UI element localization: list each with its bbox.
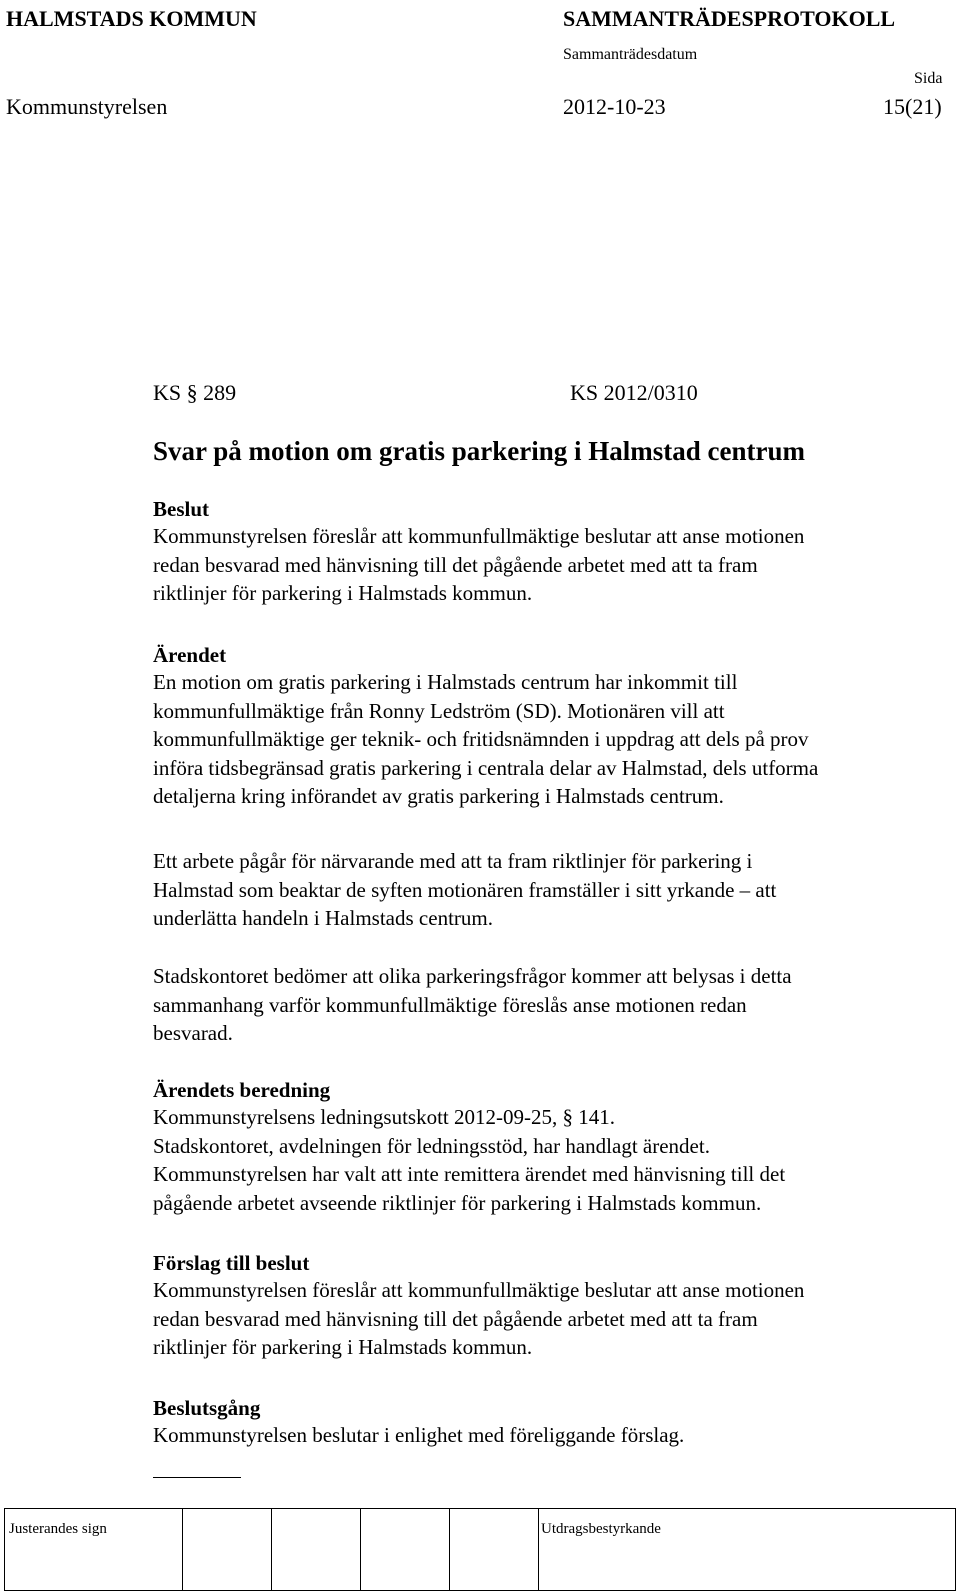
protocol-type: SAMMANTRÄDESPROTOKOLL (563, 6, 896, 31)
text-line: kommunfullmäktige ger teknik- och fritidsnämnden i uppdrag att dels på prov (153, 727, 809, 751)
committee-name: Kommunstyrelsen (6, 94, 168, 119)
arendet-heading: Ärendet (153, 643, 227, 667)
text-line: sammanhang varför kommunfullmäktige föreslås anse motionen redan (153, 992, 747, 1017)
beredning-section (153, 1078, 953, 1217)
text-line: Kommunstyrelsen föreslår att kommunfullmäktige beslutar att anse motionen (153, 524, 805, 548)
text-line: Ett arbete pågår för närvarande med att ta fram riktlinjer för parkering i (153, 849, 753, 873)
page-number: 15(21) (883, 94, 942, 119)
text-line: redan besvarad med hänvisning till det pågående arbetet med att ta fram (153, 1306, 758, 1331)
forslag-heading: Förslag till beslut (153, 1251, 310, 1275)
text-line: En motion om gratis parkering i Halmstads centrum har inkommit till (153, 670, 738, 694)
beredning-heading: Ärendets beredning (153, 1078, 331, 1102)
text-line: införa tidsbegränsad gratis parkering i centrala delar av Halmstad, dels utforma (153, 755, 819, 780)
text-line: redan besvarad med hänvisning till det pågående arbetet med att ta fram (153, 552, 758, 577)
utdragsbestyrkande-cell (539, 1509, 957, 1590)
text-line: Stadskontoret bedömer att olika parkeringsfrågor kommer att belysas i detta (153, 964, 792, 988)
case-title: Svar på motion om gratis parkering i Halmstad centrum (153, 436, 805, 466)
arendet-section (153, 643, 953, 811)
sign-cell (272, 1509, 361, 1590)
text-line: Halmstad som beaktar de syften motionären framställer i sitt yrkande – att (153, 877, 777, 902)
text-line: Stadskontoret, avdelningen för ledningsstöd, har handlagt ärendet. (153, 1133, 710, 1158)
sign-cell (450, 1509, 539, 1590)
end-rule (153, 1477, 241, 1478)
forslag-section (153, 1251, 953, 1362)
section-number: KS § 289 (153, 380, 237, 405)
text-line: underlätta handeln i Halmstads centrum. (153, 906, 493, 930)
meeting-date: 2012-10-23 (563, 94, 666, 119)
justerandes-sign-cell (5, 1509, 183, 1590)
arendet-paragraph-3 (153, 962, 953, 1048)
text-line: riktlinjer för parkering i Halmstads kommun. (153, 581, 533, 605)
beslutsgang-section (153, 1396, 953, 1450)
text-line: pågående arbetet avseende riktlinjer för parkering i Halmstads kommun. (153, 1190, 762, 1215)
text-line: Kommunstyrelsen föreslår att kommunfullmäktige beslutar att anse motionen (153, 1278, 805, 1302)
signature-footer (4, 1508, 956, 1591)
utdragsbestyrkande-label: Utdragsbestyrkande (541, 1521, 661, 1537)
diary-number: KS 2012/0310 (570, 380, 698, 405)
beslut-heading: Beslut (153, 497, 210, 521)
justerandes-sign-label: Justerandes sign (9, 1521, 107, 1537)
date-label: Sammanträdesdatum (563, 46, 698, 63)
text-line: riktlinjer för parkering i Halmstads kommun. (153, 1335, 533, 1359)
beslutsgang-heading: Beslutsgång (153, 1396, 261, 1420)
text-line: detaljerna kring införandet av gratis parkering i Halmstads centrum. (153, 784, 724, 808)
text-line: Kommunstyrelsens ledningsutskott 2012-09-25, § 141. (153, 1105, 615, 1129)
sign-cell (361, 1509, 450, 1590)
text-line: Kommunstyrelsen har valt att inte remittera ärendet med hänvisning till det (153, 1162, 786, 1186)
text-line: kommunfullmäktige från Ronny Ledström (SD). Motionären vill att (153, 698, 725, 723)
arendet-paragraph-2 (153, 847, 953, 933)
page-label: Sida (914, 70, 943, 87)
text-line: Kommunstyrelsen beslutar i enlighet med föreliggande förslag. (153, 1423, 685, 1447)
text-line: besvarad. (153, 1021, 233, 1045)
beslut-section (153, 497, 953, 608)
municipality-name: HALMSTADS KOMMUN (6, 6, 257, 31)
sign-cell (183, 1509, 272, 1590)
